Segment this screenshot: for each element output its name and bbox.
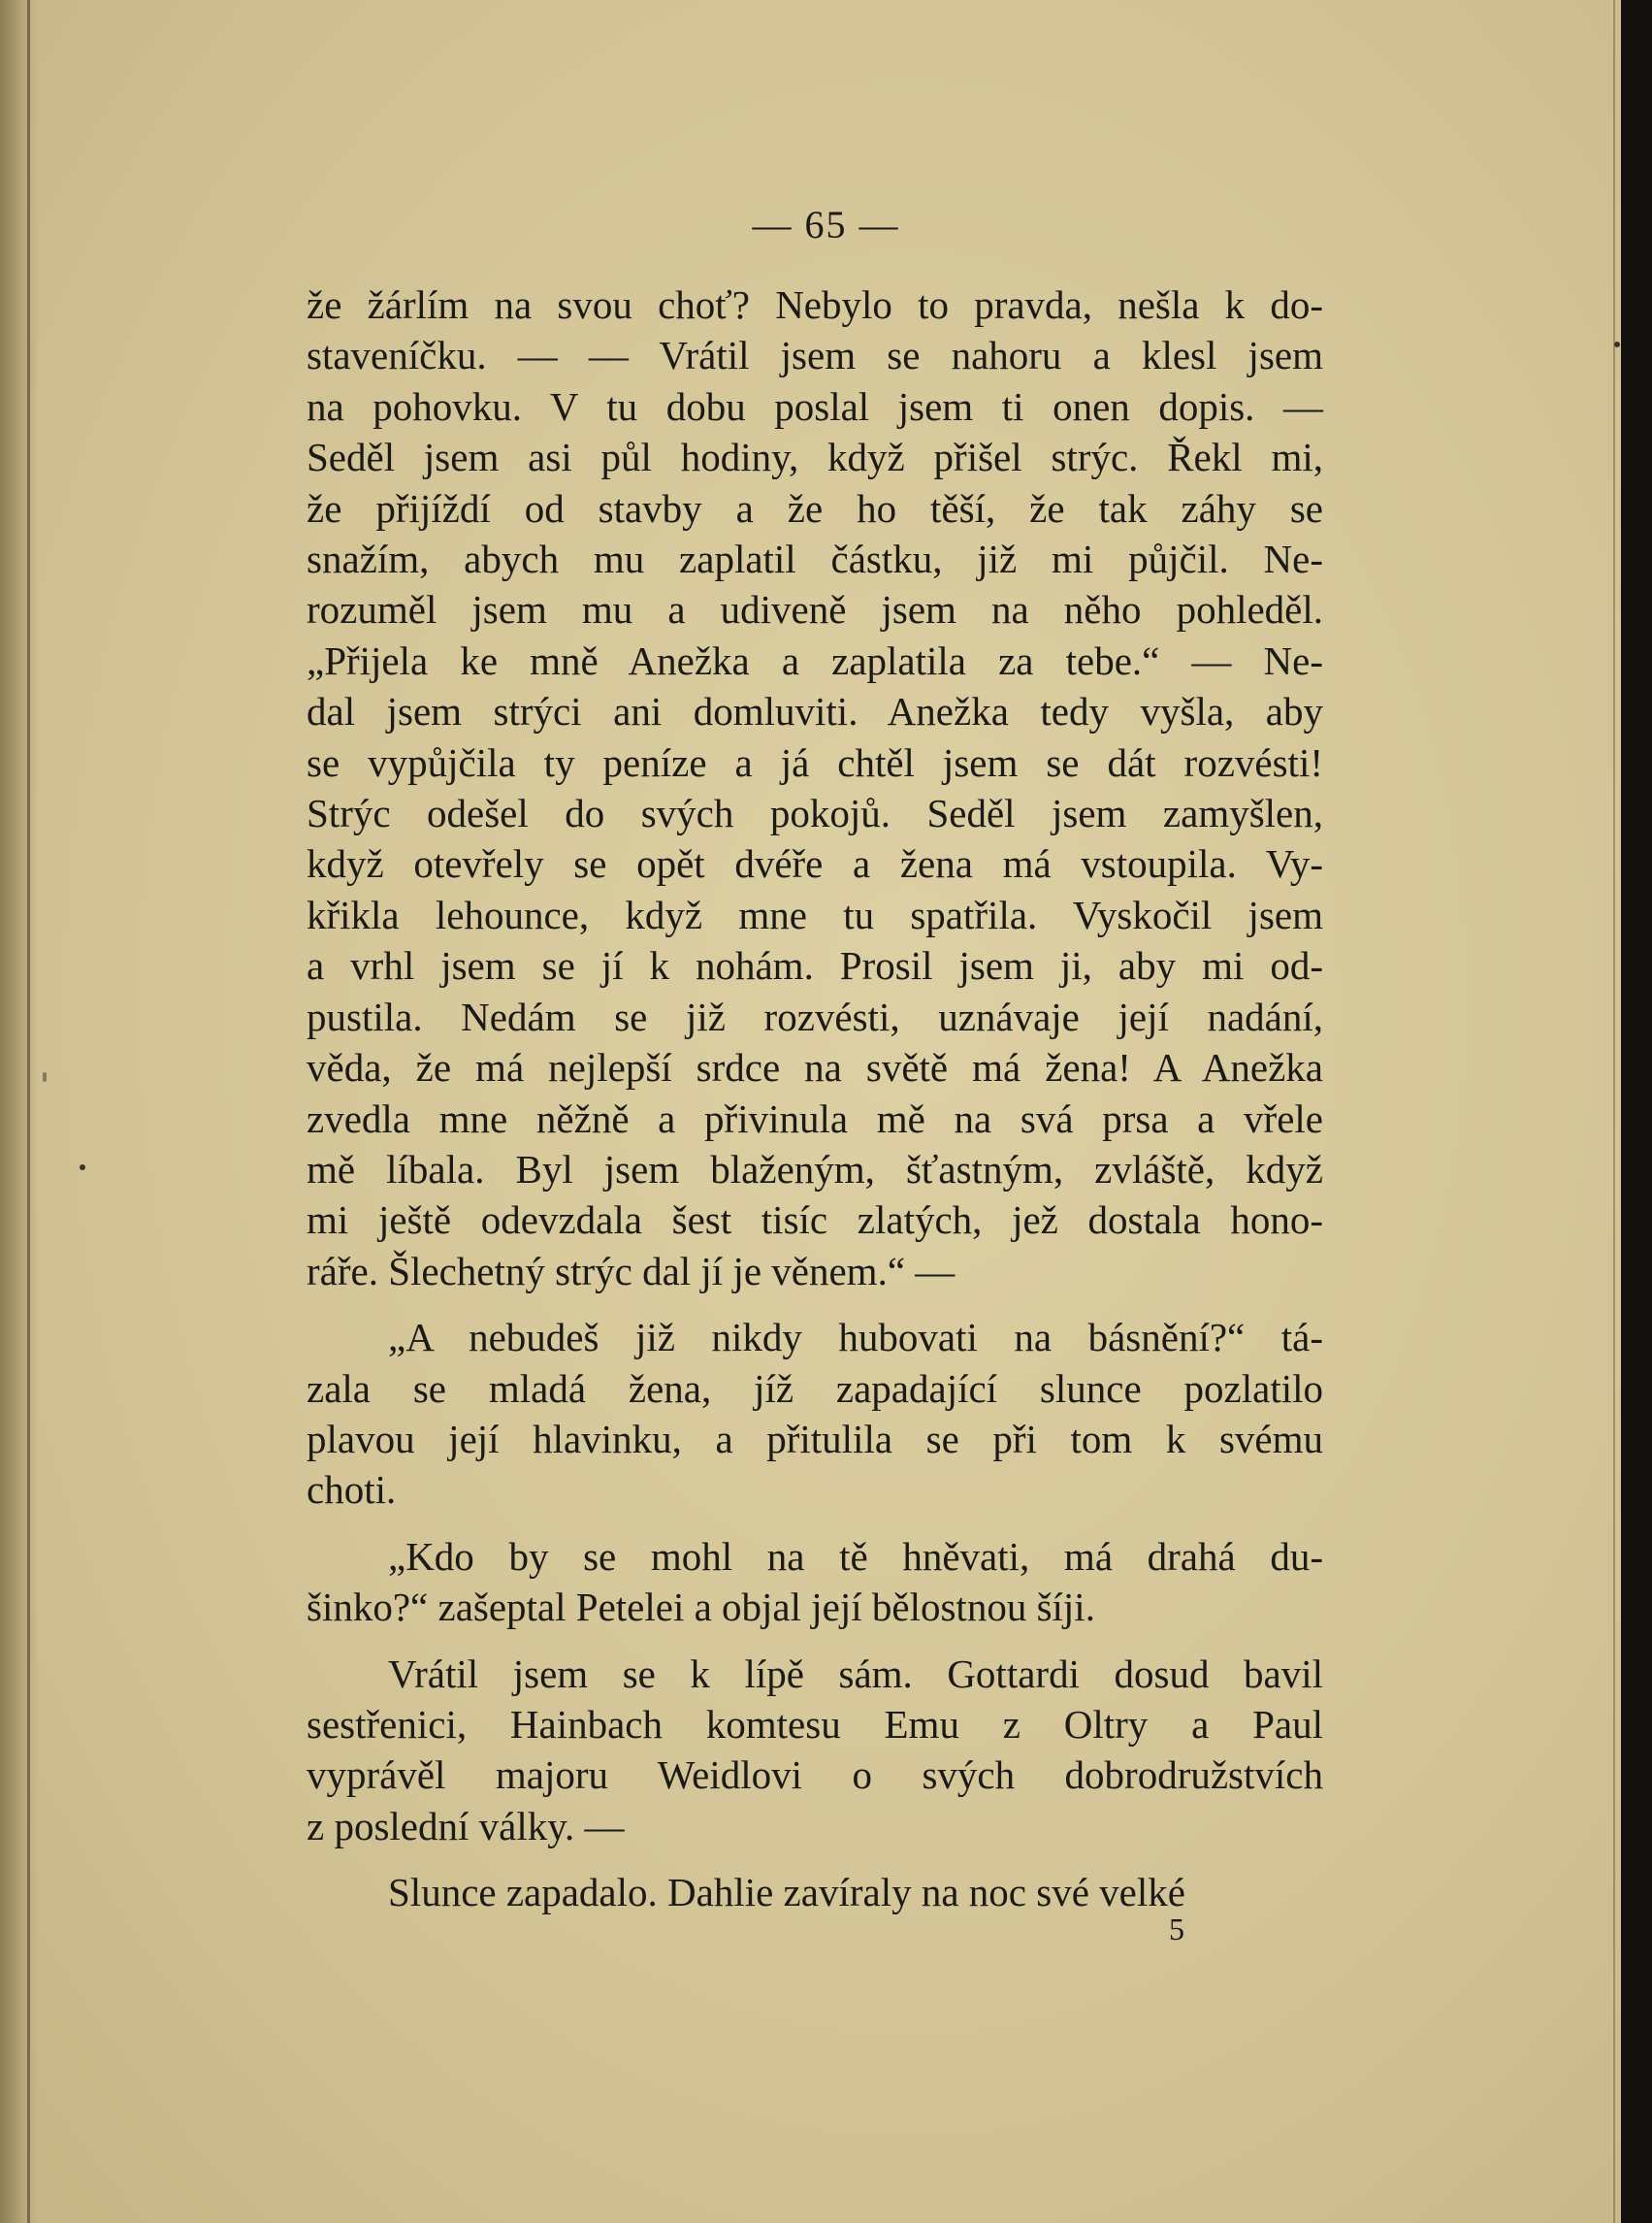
text-line: Slunce zapadalo. Dahlie zavíraly na noc své velké	[388, 1870, 1185, 1915]
page-edge-line	[1613, 0, 1615, 2223]
paragraph-gap	[307, 1296, 1323, 1312]
text-line: vyprávěl majoru Weidlovi o svých dobrodružstvích	[307, 1752, 1323, 1798]
paragraph	[307, 279, 1323, 1296]
text-line: mi ještě odevzdala šest tisíc zlatých, jež dostala hono-	[307, 1197, 1323, 1243]
text-line: snažím, abych mu zaplatil částku, již mi půjčil. Ne-	[307, 537, 1323, 582]
text-line: dal jsem strýci ani domluviti. Anežka tedy vyšla, aby	[307, 689, 1323, 735]
text-line: staveníčku. — — Vrátil jsem se nahoru a klesl jsem	[307, 333, 1323, 378]
text-line: mě líbala. Byl jsem blaženým, šťastným, zvláště, když	[307, 1146, 1323, 1192]
text-line: Seděl jsem asi půl hodiny, když přišel strýc. Řekl mi,	[307, 435, 1323, 480]
text-line: pustila. Nedám se již rozvésti, uznávaje její nadání,	[307, 994, 1323, 1039]
paragraph-gap	[307, 1633, 1323, 1649]
ink-speck	[1614, 342, 1620, 347]
paragraph-gap	[307, 1516, 1323, 1531]
text-line: choti.	[307, 1467, 397, 1513]
text-line: zala se mladá žena, jíž zapadající slunce pozlatilo	[307, 1365, 1323, 1411]
text-line: a vrhl jsem se jí k nohám. Prosil jsem ji, aby mi od-	[307, 943, 1323, 989]
body-text	[307, 279, 1323, 1918]
text-line: křikla lehounce, když mne tu spatřila. Vyskočil jsem	[307, 892, 1323, 937]
text-line: že žárlím na svou choť? Nebylo to pravda, nešla k do-	[307, 282, 1323, 327]
text-line: zvedla mne něžně a přivinula mě na svá prsa a vřele	[307, 1095, 1323, 1141]
text-line: „Kdo by se mohl na tě hněvati, má drahá du-	[388, 1533, 1323, 1579]
signature-mark: 5	[1169, 1912, 1184, 1946]
page-number-header: — 65 —	[752, 203, 900, 246]
paragraph	[307, 1867, 1323, 1917]
ink-speck	[43, 1072, 47, 1082]
text-line: sestřenici, Hainbach komtesu Emu z Oltry a Paul	[307, 1701, 1323, 1747]
text-line: že přijíždí od stavby a že ho těší, že tak záhy se	[307, 485, 1323, 531]
text-line: rozuměl jsem mu a udiveně jsem na něho pohleděl.	[307, 587, 1323, 633]
text-line: věda, že má nejlepší srdce na světě má žena! A Anežka	[307, 1045, 1323, 1091]
text-line: šinko?“ zašeptal Petelei a objal její bělostnou šíji.	[307, 1585, 1095, 1630]
text-line: „A nebudeš již nikdy hubovati na básnění?“ tá-	[388, 1315, 1323, 1360]
spine-line	[27, 0, 30, 2223]
paragraph-gap	[307, 1851, 1323, 1867]
text-line: plavou její hlavinku, a přitulila se při tom k svému	[307, 1416, 1323, 1461]
scan-border	[1621, 0, 1652, 2223]
gutter-shadow	[0, 0, 39, 2223]
text-line: když otevřely se opět dvéře a žena má vstoupila. Vy-	[307, 841, 1323, 887]
text-line: z poslední války. —	[307, 1803, 625, 1848]
paragraph	[307, 1649, 1323, 1852]
text-line: ráře. Šlechetný strýc dal jí je věnem.“ —	[307, 1248, 956, 1293]
paragraph	[307, 1312, 1323, 1516]
text-line: „Přijela ke mně Anežka a zaplatila za tebe.“ — Ne-	[307, 637, 1323, 683]
paragraph	[307, 1531, 1323, 1633]
text-line: Vrátil jsem se k lípě sám. Gottardi dosud bavil	[388, 1651, 1323, 1696]
text-line: Strýc odešel do svých pokojů. Seděl jsem zamyšlen,	[307, 791, 1323, 836]
ink-speck	[80, 1164, 85, 1170]
text-line: na pohovku. V tu dobu poslal jsem ti onen dopis. —	[307, 383, 1323, 429]
text-line: se vypůjčila ty peníze a já chtěl jsem se dát rozvésti!	[307, 739, 1323, 785]
